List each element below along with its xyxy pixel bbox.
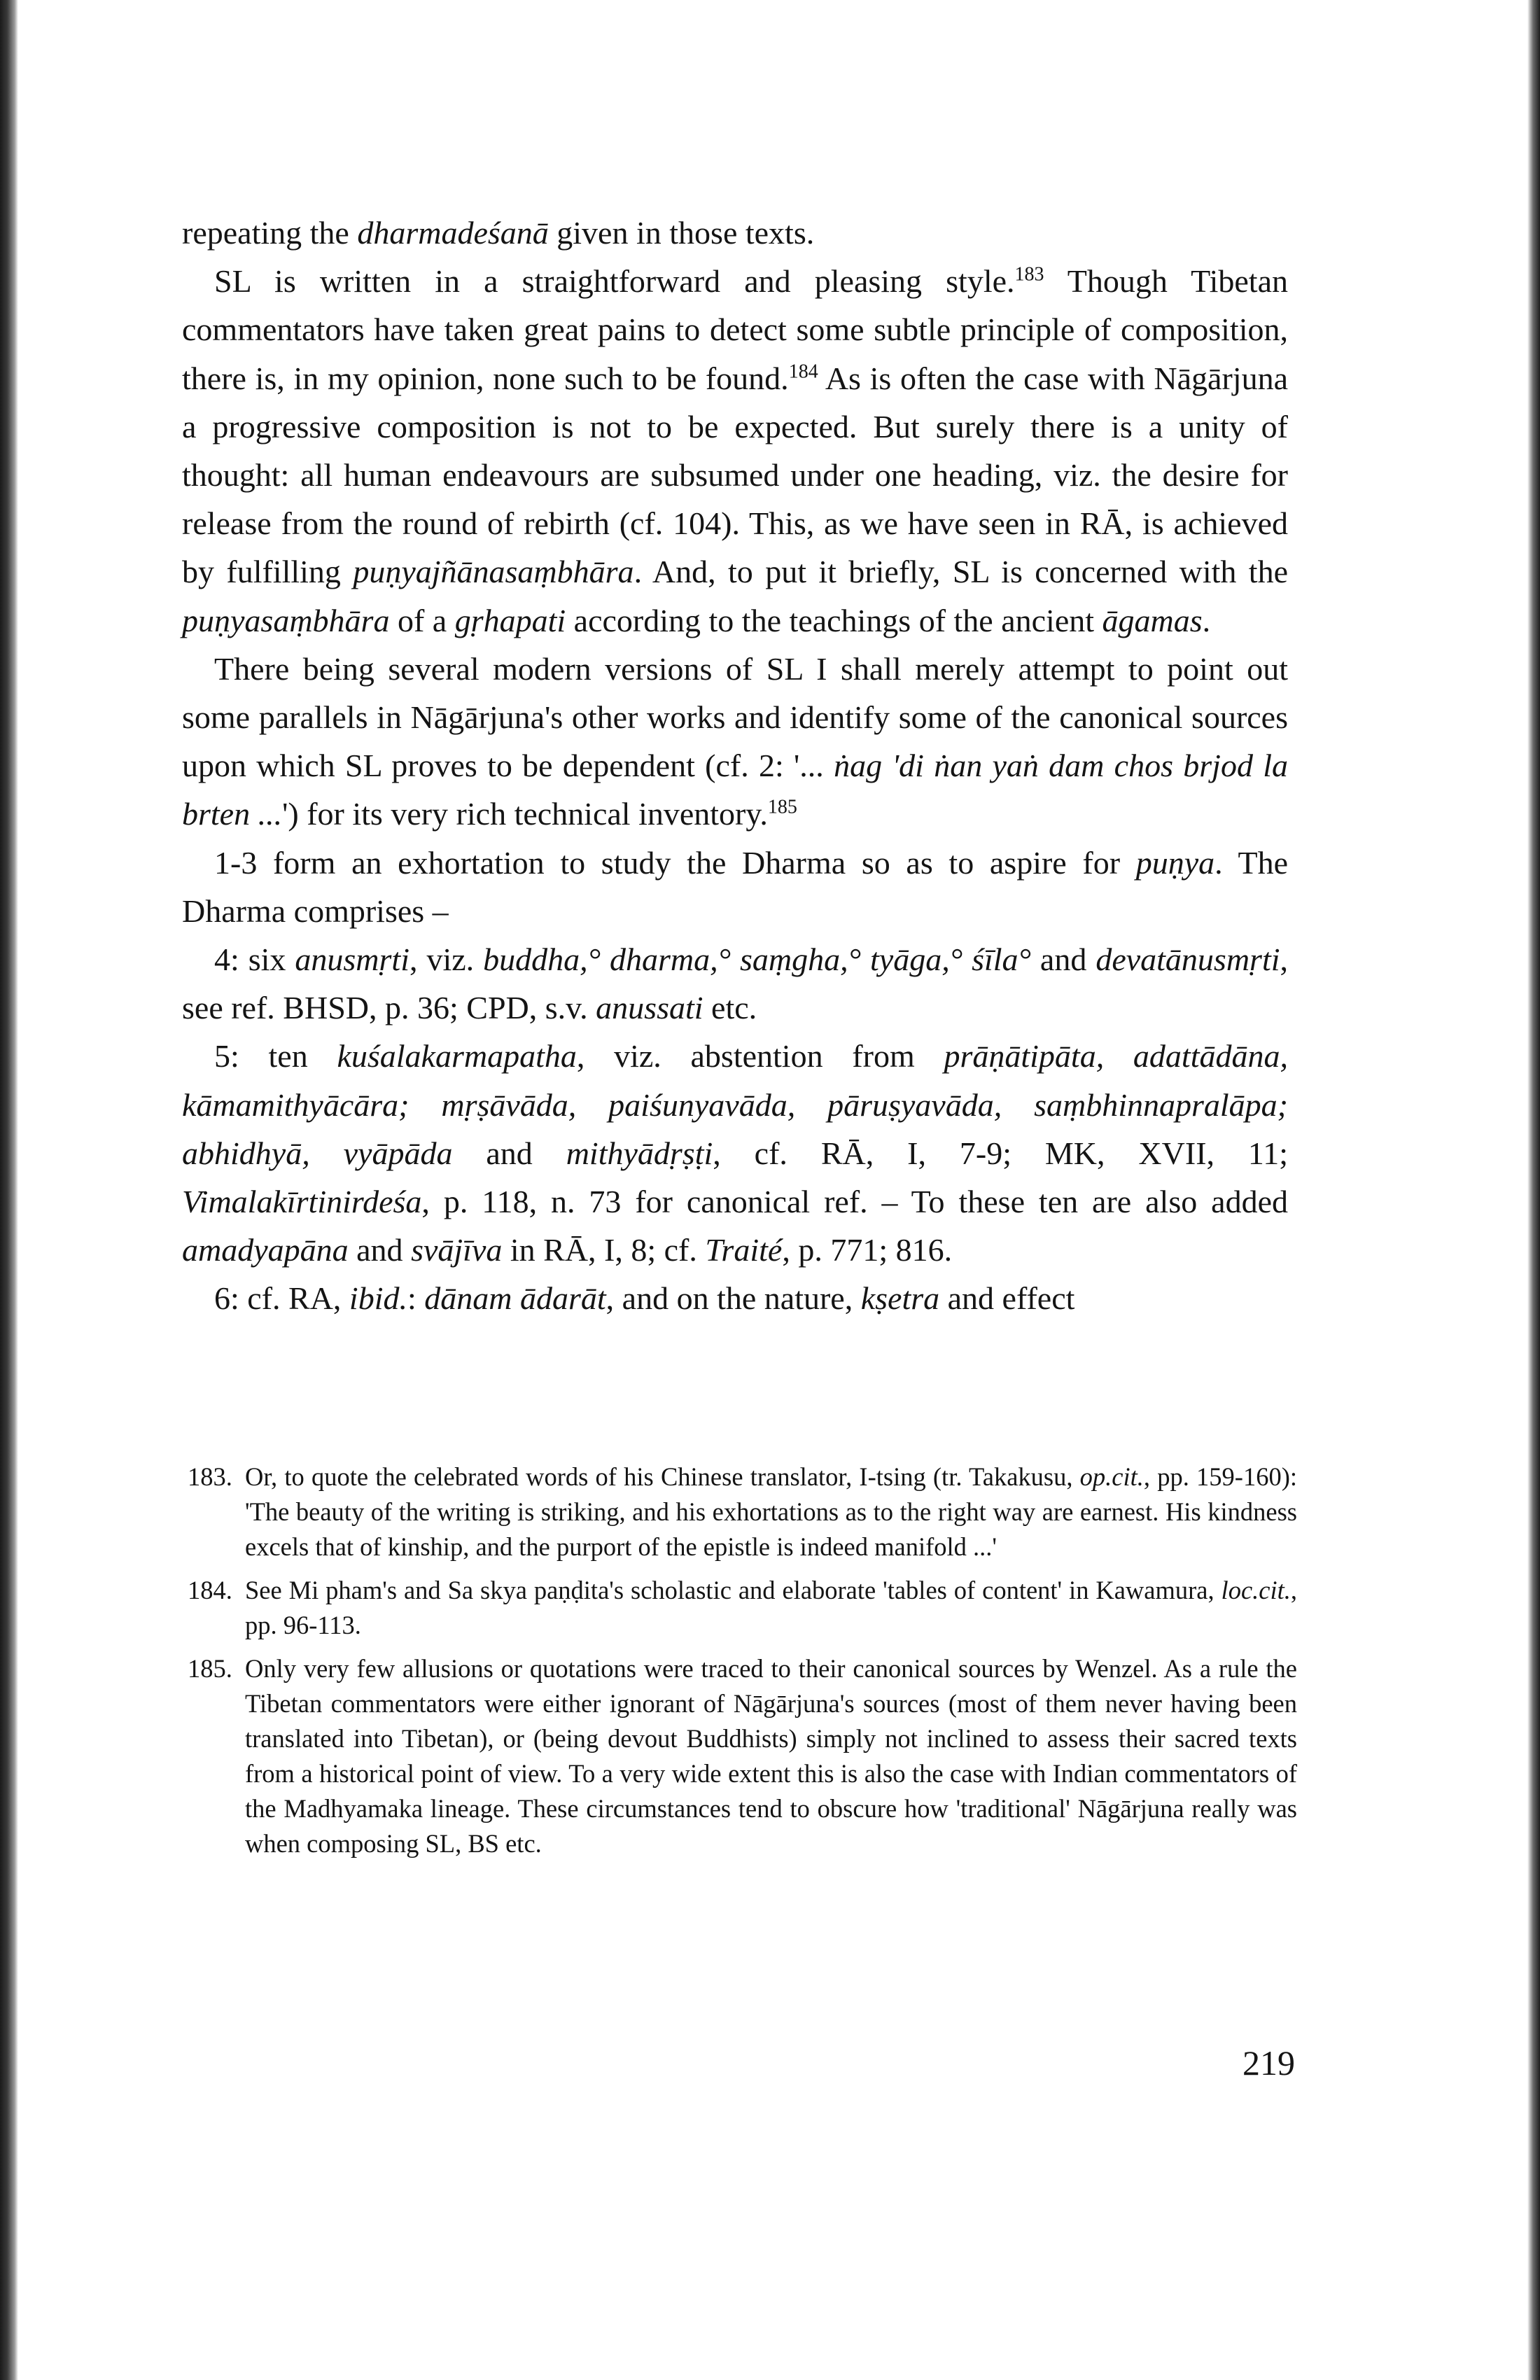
italic-term: anusmṛti [295, 941, 410, 978]
footnote-text: Only very few allusions or quotations were traced to their canonical sources by Wenzel. As a rule the Tibetan commentators were either ignorant of Nāgārjuna's sources (most of them never having been translated into Tibetan), or (being devout Buddhists) simply not inclined to assess their sacred texts from a historical point of view. To a very wide extent this is also the case with Indian commentators of the Madhyamaka lineage. These circumstances tend to obscure how 'traditional' Nāgārjuna really was when composing SL, BS etc. [245, 1654, 1297, 1858]
italic-term: puṇyasaṃbhāra [182, 602, 390, 638]
text-run: ') for its very rich technical inventory. [282, 796, 768, 832]
text-run: etc. [703, 990, 757, 1026]
paragraph-1 [182, 209, 1288, 257]
italic-term: āgamas [1102, 602, 1203, 638]
text-run: . [1202, 602, 1211, 638]
footnote-ref-183[interactable]: 183 [1014, 263, 1044, 286]
text-run: Or, to quote the celebrated words of his Chinese translator, I-tsing (tr. Takakusu, [245, 1462, 1080, 1491]
text-run: . The Dharma comprises – [182, 844, 1289, 929]
text-run: There being several modern versions of SL I shall merely attempt to point out some parallels in Nāgārjuna's other works and identify some of the canonical sources upon which SL proves to be dependent (cf. 2: '... [182, 650, 1288, 784]
text-run: according to the teachings of the ancient [566, 602, 1102, 638]
footnote-ref-184[interactable]: 184 [788, 360, 818, 383]
text-run: See Mi pham's and Sa skya paṇḍita's scholastic and elaborate 'tables of content' in Kawamura, [245, 1576, 1222, 1604]
paragraph-6 [182, 1032, 1288, 1274]
main-text [182, 209, 1288, 1323]
paragraph-3 [182, 645, 1288, 839]
italic-term: kuśalakarmapatha [337, 1038, 577, 1074]
paragraph-4 [182, 839, 1288, 935]
page-number: 219 [1242, 2043, 1295, 2082]
text-run: of a [389, 602, 455, 638]
text-run: , see ref. BHSD, p. 36; CPD, s.v. [182, 941, 1289, 1026]
footnotes [188, 1460, 1297, 1870]
italic-term: puṇyajñānasaṃbhāra [353, 554, 634, 590]
italic-term: kṣetra [860, 1280, 940, 1317]
text-run: 5: ten [214, 1038, 337, 1074]
text-run: in RĀ, I, 8; cf. [502, 1232, 706, 1268]
text-run: Though Tibetan commentators have taken great pains to detect some subtle principle of composition, there is, in my opinion, none such to be found. [182, 263, 1289, 396]
text-run: 1-3 form an exhortation to study the Dharma so as to aspire for [214, 844, 1136, 881]
footnote-text [245, 1460, 1297, 1564]
italic-term: ibid. [349, 1280, 407, 1317]
text-run: , viz. abstention from [576, 1038, 944, 1074]
italic-term: amadyapāna [182, 1232, 349, 1268]
paragraph-5 [182, 935, 1288, 1032]
italic-term: anussati [596, 990, 704, 1026]
footnote-number: 183. [188, 1462, 232, 1491]
text-run: , p. 771; 816. [782, 1232, 953, 1268]
footnote-number: 184. [188, 1576, 232, 1604]
paragraph-2 [182, 257, 1288, 645]
scan-shadow-left [0, 0, 18, 2380]
italic-term: puṇya [1135, 844, 1215, 881]
italic-term: Vimalakīrtinirdeśa [182, 1184, 422, 1220]
footnote-text [245, 1573, 1297, 1643]
italic-term: svājīva [411, 1232, 503, 1268]
footnote-ref-185[interactable]: 185 [767, 797, 797, 819]
italic-term: dharmadeśanā [357, 215, 549, 251]
text-run: and [348, 1232, 412, 1268]
text-run: SL is written in a straightforward and pleasing style. [214, 263, 1015, 300]
text-run: . And, to put it briefly, SL is concerned with the [634, 554, 1288, 590]
italic-term: loc.cit. [1221, 1576, 1291, 1604]
text-run: As is often the case with Nāgārjuna a progressive composition is not to be expected. But surely there is a unity of thought: all human endeavours are subsumed under one heading, viz. the desire for release from the round of rebirth (cf. 104). This, as we have seen in RĀ, is achieved by fulfilling [182, 360, 1288, 590]
text-run: , p. 118, n. 73 for canonical ref. – To these ten are also added [421, 1184, 1288, 1220]
text-run: and effect [939, 1280, 1075, 1317]
text-run: and [1030, 941, 1096, 978]
text-run: given in those texts. [548, 215, 815, 251]
italic-term: devatānusmṛti [1096, 941, 1280, 978]
text-run: , and on the nature, [606, 1280, 861, 1317]
italic-term: gṛhapati [454, 602, 566, 638]
text-run: , cf. RĀ, I, 7-9; MK, XVII, 11; [713, 1135, 1288, 1171]
text-run: , pp. 159-160): 'The beauty of the writing is striking, and his exhortations as to the right way are earnest. His kindness excels that of kinship, and the purport of the epistle is indeed manifold ...' [245, 1462, 1297, 1561]
italic-term: dānam ādarāt [424, 1280, 606, 1317]
text-run: , pp. 96-113. [245, 1576, 1297, 1639]
footnote-185 [188, 1651, 1297, 1861]
text-run: and [452, 1135, 566, 1171]
footnote-number: 185. [188, 1654, 232, 1683]
italic-term: op.cit. [1079, 1462, 1144, 1491]
scan-shadow-right [1527, 0, 1540, 2380]
text-run: 6: cf. RA, [214, 1280, 349, 1317]
paragraph-7 [182, 1274, 1288, 1322]
text-run: 4: six [214, 941, 295, 978]
italic-term: mithyādṛṣṭi [566, 1135, 713, 1171]
footnote-184 [188, 1573, 1297, 1643]
footnote-183 [188, 1460, 1297, 1564]
text-run: : [407, 1280, 425, 1317]
italic-quote: ṅag 'di ṅan yaṅ dam chos brjod la brten ... [182, 748, 1288, 832]
italic-term: buddha,° dharma,° saṃgha,° tyāga,° śīla° [483, 941, 1031, 978]
italic-term: Traité [705, 1232, 783, 1268]
italic-term: prāṇātipāta, adattādāna, kāmamithyācāra; mṛṣāvāda, paiśunyavāda, pāruṣyavāda, saṃbhinnapralāpa; abhidhyā, vyāpāda [182, 1038, 1288, 1171]
text-run: repeating the [182, 215, 358, 251]
text-run: , viz. [410, 941, 484, 978]
